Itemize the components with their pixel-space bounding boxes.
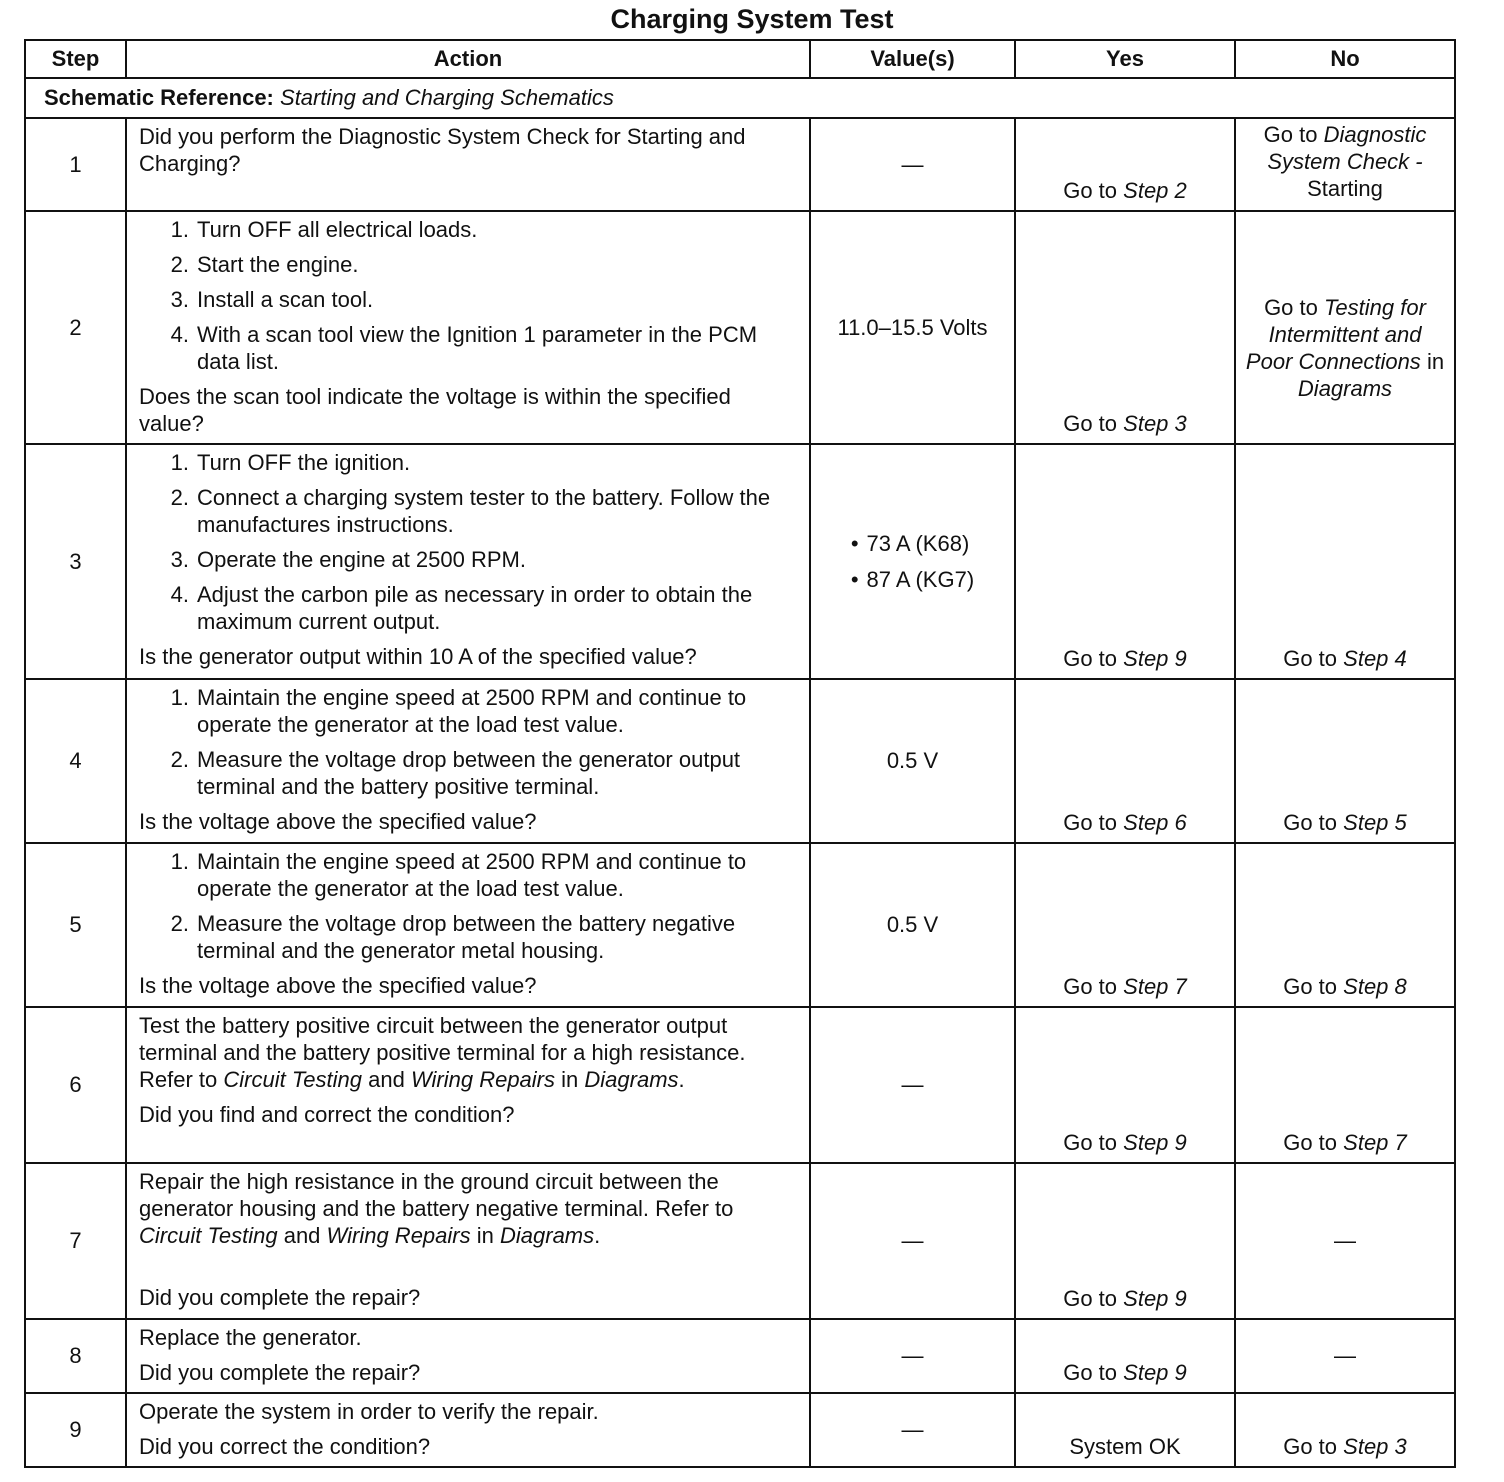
no-prefix: Go to [1283,1434,1338,1459]
no-cell: — [1235,1319,1455,1393]
action-text: Test the battery positive circuit between the generator output terminal and the battery positive terminal for a high resistance. Refer to Circuit Testing and Wiring Repairs in Diagrams. [139,1013,746,1092]
header-action: Action [126,40,810,78]
yes-link: Step 6 [1123,810,1187,835]
no-cell [1235,843,1455,1007]
action-steps [139,684,801,800]
value-cell: — [810,1393,1015,1467]
no-cell [1235,679,1455,843]
value-cell [810,444,1015,679]
no-cell [1235,118,1455,211]
yes-prefix: Go to [1063,646,1118,671]
step-number: 2 [25,211,126,444]
action-step: 3. Operate the engine at 2500 RPM. [170,547,526,572]
action-question: Did you complete the repair? [139,1285,421,1310]
action-question: Did you correct the condition? [139,1434,431,1459]
no-prefix: Go to [1283,810,1338,835]
yes-cell [1015,679,1235,843]
yes-prefix: Go to [1063,411,1118,436]
action-cell [126,211,810,444]
value-cell: 0.5 V [810,679,1015,843]
action-step: 2. Start the engine. [170,252,359,277]
schematic-reference [25,78,1455,118]
no-suffix: Starting [1307,176,1383,201]
action-step: 2. Measure the voltage drop between the battery negative terminal and the generator metal housing. [170,911,736,963]
no-link: Step 7 [1343,1130,1407,1155]
yes-prefix: Go to [1063,974,1118,999]
yes-link: Step 9 [1123,1286,1187,1311]
table-header-row [25,40,1455,78]
yes-prefix: Go to [1063,1130,1118,1155]
action-cell [126,1163,810,1319]
yes-prefix: Go to [1063,810,1118,835]
no-cell: — [1235,1163,1455,1319]
action-text: Replace the generator. [139,1325,362,1350]
no-middle: in [1426,348,1445,374]
header-no: No [1235,40,1455,78]
step-number: 4 [25,679,126,843]
action-cell [126,1007,810,1163]
action-cell [126,1319,810,1393]
no-link: Testing for Intermittent and Poor Connections [1245,294,1426,374]
action-question: Did you find and correct the condition? [139,1102,515,1127]
action-step: 4. Adjust the carbon pile as necessary in order to obtain the maximum current output. [170,582,753,634]
no-link-2: Diagrams [1297,375,1393,401]
action-step: 4. With a scan tool view the Ignition 1 parameter in the PCM data list. [170,322,758,374]
no-prefix: Go to [1264,294,1318,320]
yes-link: Step 9 [1123,646,1187,671]
diagnostic-table [24,39,1456,1468]
step-number: 5 [25,843,126,1007]
action-question: Did you perform the Diagnostic System Check for Starting and Charging? [139,124,746,176]
header-step: Step [25,40,126,78]
action-step: 2. Measure the voltage drop between the generator output terminal and the battery positive terminal. [170,747,741,799]
action-text: Repair the high resistance in the ground circuit between the generator housing and the battery negative terminal. Refer to Circuit Testing and Wiring Repairs in Diagrams. [139,1169,734,1248]
table-row [25,679,1455,843]
action-steps [139,449,801,635]
table-row [25,444,1455,679]
page-title: Charging System Test [610,4,894,34]
header-values: Value(s) [810,40,1015,78]
action-cell [126,843,810,1007]
action-text: Operate the system in order to verify the repair. [139,1399,599,1424]
action-question: Does the scan tool indicate the voltage is within the specified value? [139,384,731,436]
table-row [25,1393,1455,1467]
no-prefix: Go to [1283,974,1338,999]
no-link: Step 4 [1343,646,1407,671]
yes-link: Step 3 [1123,411,1187,436]
no-cell [1235,444,1455,679]
action-cell [126,1393,810,1467]
value-cell: 0.5 V [810,843,1015,1007]
value-cell: 11.0–15.5 Volts [810,211,1015,444]
table-row [25,1163,1455,1319]
value-item: • 73 A (K68) [851,526,974,562]
action-steps [139,216,801,375]
value-cell: — [810,1163,1015,1319]
value-cell: — [810,1319,1015,1393]
value-cell: — [810,1007,1015,1163]
action-step: 1. Maintain the engine speed at 2500 RPM and continue to operate the generator at the load test value. [170,849,747,901]
yes-cell [1015,1007,1235,1163]
step-number: 3 [25,444,126,679]
header-yes: Yes [1015,40,1235,78]
no-link: Diagnostic System Check - [1267,122,1427,174]
no-text [1236,254,1454,402]
value-item: • 87 A (KG7) [851,562,974,598]
action-cell [126,118,810,211]
table-row [25,1319,1455,1393]
yes-link: Step 7 [1123,974,1187,999]
table-row [25,118,1455,211]
yes-link: Step 2 [1123,178,1187,203]
no-prefix: Go to [1263,122,1318,147]
yes-cell [1015,118,1235,211]
action-step: 1. Turn OFF all electrical loads. [170,217,478,242]
yes-link: Step 9 [1123,1130,1187,1155]
yes-cell [1015,444,1235,679]
action-step: 1. Turn OFF the ignition. [170,450,411,475]
action-question: Is the generator output within 10 A of the specified value? [139,644,697,669]
action-step: 3. Install a scan tool. [170,287,374,312]
yes-prefix: Go to [1063,1360,1118,1385]
yes-cell [1015,1319,1235,1393]
value-list [851,526,974,598]
yes-cell [1015,843,1235,1007]
action-steps [139,848,801,964]
step-number: 6 [25,1007,126,1163]
no-cell [1235,1393,1455,1467]
table-row [25,1007,1455,1163]
yes-prefix: Go to [1063,1286,1118,1311]
yes-link: Step 9 [1123,1360,1187,1385]
schematic-reference-link: Starting and Charging Schematics [280,85,614,110]
schematic-reference-label: Schematic Reference: [44,85,274,110]
no-prefix: Go to [1283,1130,1338,1155]
step-number: 1 [25,118,126,211]
no-link: Step 8 [1343,974,1407,999]
yes-cell [1015,211,1235,444]
step-number: 9 [25,1393,126,1467]
action-question: Did you complete the repair? [139,1360,421,1385]
no-cell [1235,1007,1455,1163]
yes-prefix: Go to [1063,178,1118,203]
no-link: Step 3 [1343,1434,1407,1459]
step-number: 7 [25,1163,126,1319]
no-cell [1235,211,1455,444]
action-question: Is the voltage above the specified value? [139,809,537,834]
yes-cell [1015,1163,1235,1319]
no-link: Step 5 [1343,810,1407,835]
schematic-reference-row [25,78,1455,118]
action-step: 1. Maintain the engine speed at 2500 RPM and continue to operate the generator at the load test value. [170,685,747,737]
yes-cell: System OK [1015,1393,1235,1467]
no-prefix: Go to [1283,646,1338,671]
action-cell [126,444,810,679]
action-step: 2. Connect a charging system tester to the battery. Follow the manufactures instructions. [170,485,771,537]
no-text [1236,121,1454,202]
step-number: 8 [25,1319,126,1393]
value-cell: — [810,118,1015,211]
table-row [25,211,1455,444]
table-row [25,843,1455,1007]
action-cell [126,679,810,843]
action-question: Is the voltage above the specified value? [139,973,537,998]
